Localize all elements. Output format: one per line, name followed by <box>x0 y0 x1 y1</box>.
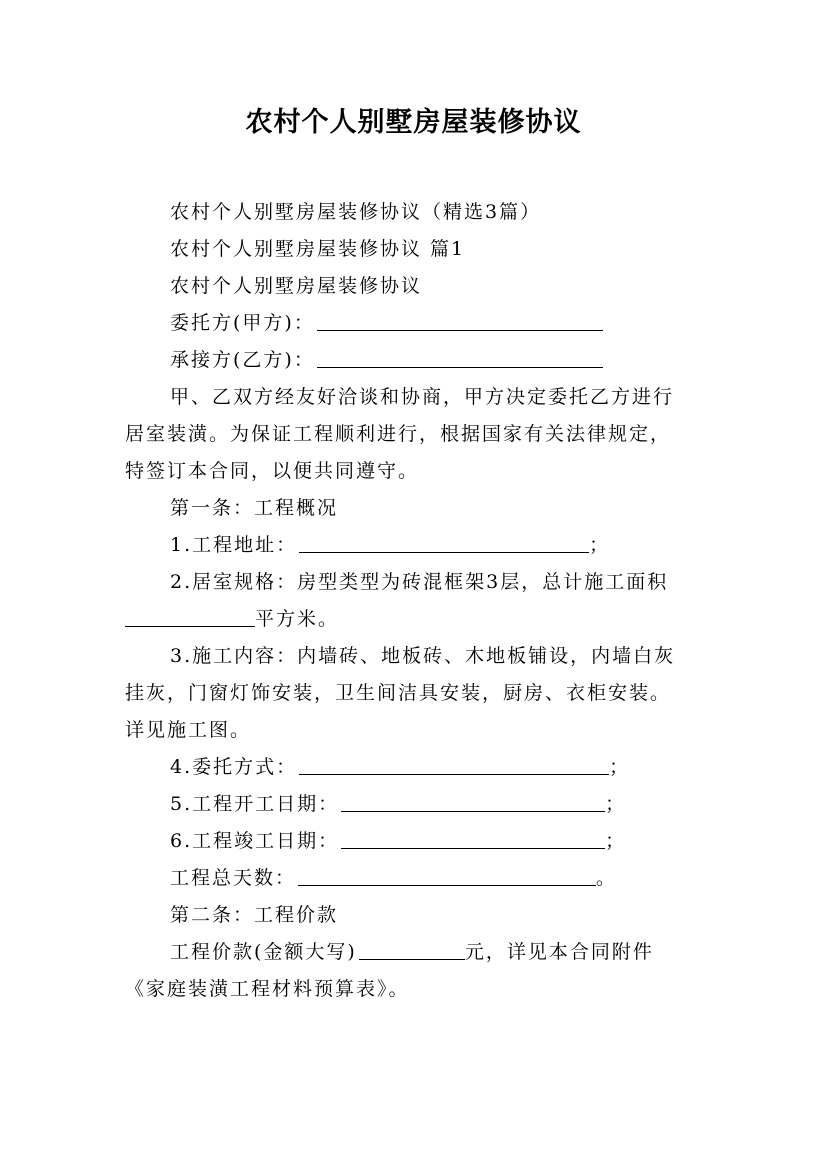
method-blank[interactable] <box>299 752 609 775</box>
address-blank[interactable] <box>299 530 589 553</box>
total-days-end: 。 <box>596 867 618 889</box>
content-line: 详见施工图。 <box>125 719 252 741</box>
agreement-name: 农村个人别墅房屋装修协议 <box>170 275 423 297</box>
spec-line: 2.居室规格：房型类型为砖混框架3层，总计施工面积 <box>170 571 669 593</box>
area-line <box>125 601 725 638</box>
total-days-label: 工程总天数： <box>170 867 297 889</box>
party-b-label: 承接方(乙方)： <box>170 349 315 371</box>
document-body <box>125 194 725 1008</box>
address-end: ； <box>589 534 611 556</box>
method-label: 4.委托方式： <box>170 756 298 778</box>
paragraph-line: 甲、乙双方经友好洽谈和协商，甲方决定委托乙方进行 <box>170 386 675 408</box>
price-label: 工程价款(金额大写) <box>170 941 357 963</box>
paragraph-line: 居室装潢。为保证工程顺利进行，根据国家有关法律规定， <box>125 423 672 445</box>
price-blank[interactable] <box>359 937 465 960</box>
section-heading: 农村个人别墅房屋装修协议 篇1 <box>170 238 466 260</box>
start-date-blank[interactable] <box>341 789 605 812</box>
content-line: 挂灰，门窗灯饰安装，卫生间洁具安装，厨房、衣柜安装。 <box>125 682 672 704</box>
area-blank[interactable] <box>125 604 255 627</box>
article-one-heading: 第一条：工程概况 <box>170 497 339 519</box>
price-line <box>125 934 725 971</box>
area-unit: 平方米。 <box>255 608 340 630</box>
document-title: 农村个人别墅房屋装修协议 <box>245 107 582 138</box>
address-line <box>125 527 725 564</box>
end-date-blank[interactable] <box>341 826 605 849</box>
party-a-label: 委托方(甲方)： <box>170 312 315 334</box>
total-days-line <box>125 860 725 897</box>
content-line: 3.施工内容：内墙砖、地板砖、木地板铺设，内墙白灰 <box>170 645 676 667</box>
article-two-heading: 第二条：工程价款 <box>170 904 339 926</box>
start-date-label: 5.工程开工日期： <box>170 793 340 815</box>
paragraph-line: 特签订本合同，以便共同遵守。 <box>125 460 420 482</box>
start-date-line <box>125 786 725 823</box>
end-date-line <box>125 823 725 860</box>
party-a-line <box>125 305 725 342</box>
method-line <box>125 749 725 786</box>
end-date-end: ； <box>605 830 627 852</box>
subtitle-line: 农村个人别墅房屋装修协议（精选3篇） <box>170 201 542 223</box>
party-b-line <box>125 342 725 379</box>
start-date-end: ； <box>605 793 627 815</box>
method-end: ； <box>609 756 631 778</box>
address-label: 1.工程地址： <box>170 534 298 556</box>
party-b-blank[interactable] <box>317 345 603 368</box>
price-attachment-line: 《家庭装潢工程材料预算表》。 <box>125 978 410 1000</box>
party-a-blank[interactable] <box>317 308 603 331</box>
price-end: 元，详见本合同附件 <box>464 941 654 963</box>
total-days-blank[interactable] <box>298 863 596 886</box>
end-date-label: 6.工程竣工日期： <box>170 830 340 852</box>
